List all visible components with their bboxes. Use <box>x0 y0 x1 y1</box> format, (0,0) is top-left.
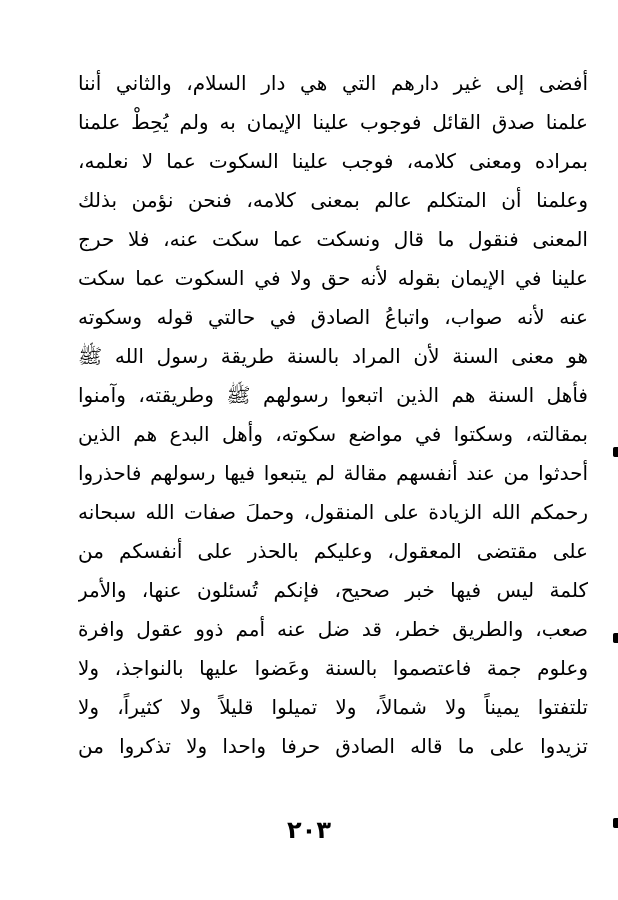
text-line: تزيدوا على ما قاله الصادق حرفا واحدا ولا تذكروا من <box>78 734 588 758</box>
page-body-text <box>78 64 588 766</box>
text-line: أفضى إلى غير دارهم التي هي دار السلام، والثاني أننا <box>78 71 588 95</box>
scan-edge-mark <box>613 818 618 828</box>
text-line: رحمكم الله الزيادة على المنقول، وحملَ صفات الله سبحانه <box>78 500 588 524</box>
text-line: عنه لأنه صواب، واتباعُ الصادق في حالتي قوله وسكوته <box>78 305 588 329</box>
text-line: على مقتضى المعقول، وعليكم بالحذر على أنفسكم من <box>78 539 588 563</box>
text-line: فأهل السنة هم الذين اتبعوا رسولهم ﷺ وطريقته، وآمنوا <box>78 383 588 407</box>
text-line: بمقالته، وسكتوا في مواضع سكوته، وأهل البدع هم الذين <box>78 422 588 446</box>
text-line: وعلوم جمة فاعتصموا بالسنة وعَضوا عليها بالنواجذ، ولا <box>78 656 588 680</box>
text-line: كلمة ليس فيها خبر صحيح، فإنكم تُسئلون عنها، والأمر <box>78 578 588 602</box>
text-line: علمنا صدق القائل فوجوب علينا الإيمان به ولم يُحِطْ علمنا <box>78 110 588 134</box>
text-line: علينا في الإيمان بقوله لأنه حق ولا في السكوت عما سكت <box>78 266 588 290</box>
scan-edge-mark <box>613 447 618 457</box>
text-line: وعلمنا أن المتكلم عالم بمعنى كلامه، فنحن نؤمن بذلك <box>78 188 588 212</box>
text-line: صعب، والطريق خطر، قد ضل عنه أمم ذوو عقول وافرة <box>78 617 588 641</box>
text-line: أحدثوا من عند أنفسهم مقالة لم يتبعوا فيها رسولهم فاحذروا <box>78 461 588 485</box>
text-line: بمراده ومعنى كلامه، فوجب علينا السكوت عما لا نعلمه، <box>78 149 588 173</box>
text-line: هو معنى السنة لأن المراد بالسنة طريقة رسول الله ﷺ <box>78 344 588 368</box>
text-line: المعنى فنقول ما قال ونسكت عما سكت عنه، فلا حرج <box>78 227 588 251</box>
page-number: ٢٠٣ <box>287 816 331 844</box>
scan-edge-mark <box>613 633 618 643</box>
text-line: تلتفتوا يميناً ولا شمالاً، ولا تميلوا قليلاً ولا كثيراً، ولا <box>78 695 588 719</box>
